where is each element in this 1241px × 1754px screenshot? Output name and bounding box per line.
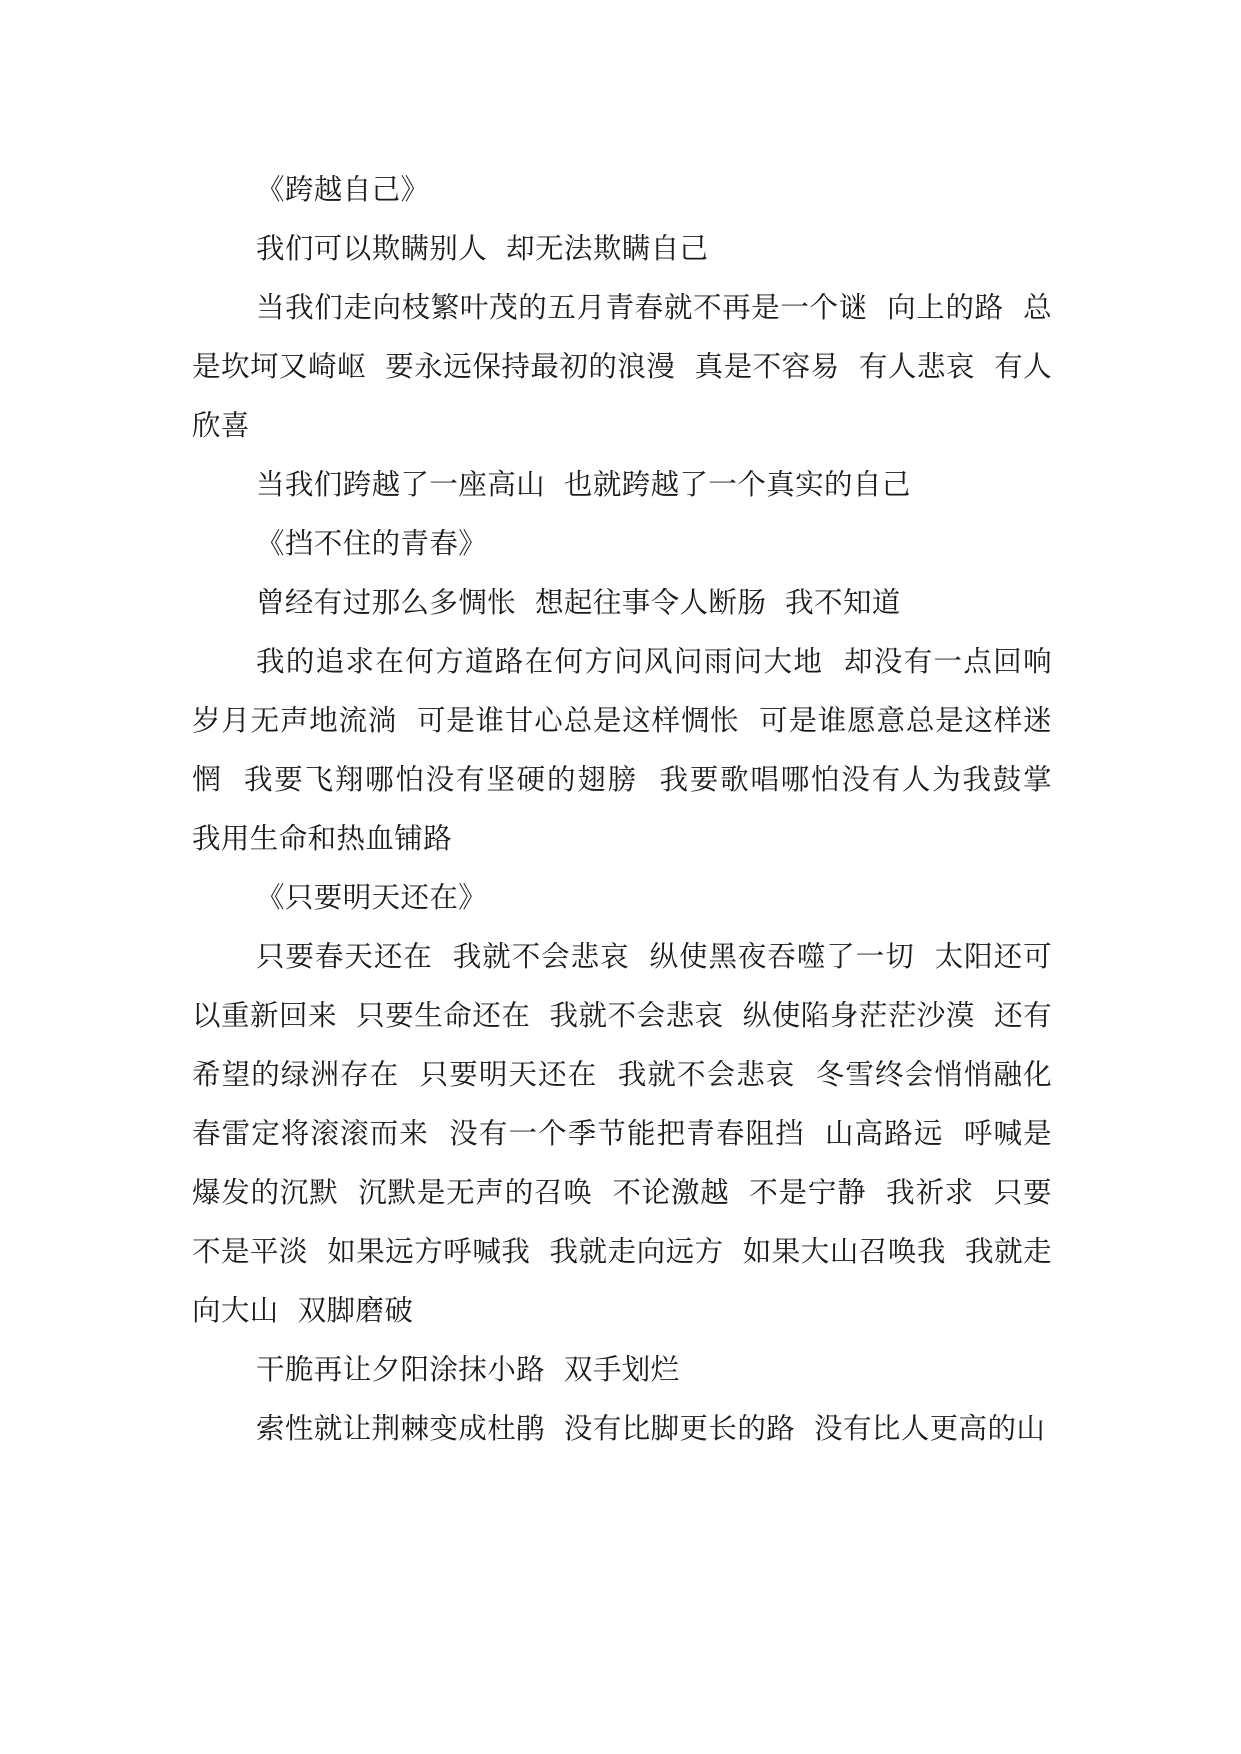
poem-title-3: 《只要明天还在》 (256, 881, 488, 914)
paragraph-3: 当我们跨越了一座高山 也就跨越了一个真实的自己 (256, 468, 911, 501)
paragraph-1: 我们可以欺瞒别人 却无法欺瞒自己 (256, 232, 709, 265)
paragraph-6: 只要春天还在 我就不会悲哀 纵使黑夜吞噬了一切 太阳还可以重新回来 只要生命还在 我就不会悲哀 纵使陷身茫茫沙漠 还有希望的绿洲存在 只要明天还在 我就不会悲哀 冬雪终会悄悄融化 春雷定将滚滚而来 没有一个季节能把青春阻挡 山高路远 呼喊是爆发的沉默 沉默是无声的召唤 不论激越 不是宁静 我祈求 只要不是平淡 如果远方呼喊我 我就走向远方 如果大山召唤我 我就走向大山 双脚磨破 (192, 940, 1071, 1327)
paragraph-8: 索性就让荆棘变成杜鹃 没有比脚更长的路 没有比人更高的山 (256, 1412, 1046, 1445)
paragraph-4: 曾经有过那么多惆怅 想起往事令人断肠 我不知道 (256, 586, 901, 619)
paragraph-2: 当我们走向枝繁叶茂的五月青春就不再是一个谜 向上的路 总是坎坷又崎岖 要永远保持最初的浪漫 真是不容易 有人悲哀 有人欣喜 (192, 291, 1052, 442)
paragraph-7: 干脆再让夕阳涂抹小路 双手划烂 (256, 1353, 680, 1386)
poem-title-1: 《跨越自己》 (256, 173, 430, 206)
poem-title-2: 《挡不住的青春》 (256, 527, 488, 560)
paragraph-5: 我的追求在何方道路在何方问风问雨问大地 却没有一点回响 岁月无声地流淌 可是谁甘心总是这样惆怅 可是谁愿意总是这样迷惘 我要飞翔哪怕没有坚硬的翅膀 我要歌唱哪怕没有人为我鼓掌 我用生命和热血铺路 (192, 645, 1071, 855)
document-page (192, 160, 1071, 1458)
